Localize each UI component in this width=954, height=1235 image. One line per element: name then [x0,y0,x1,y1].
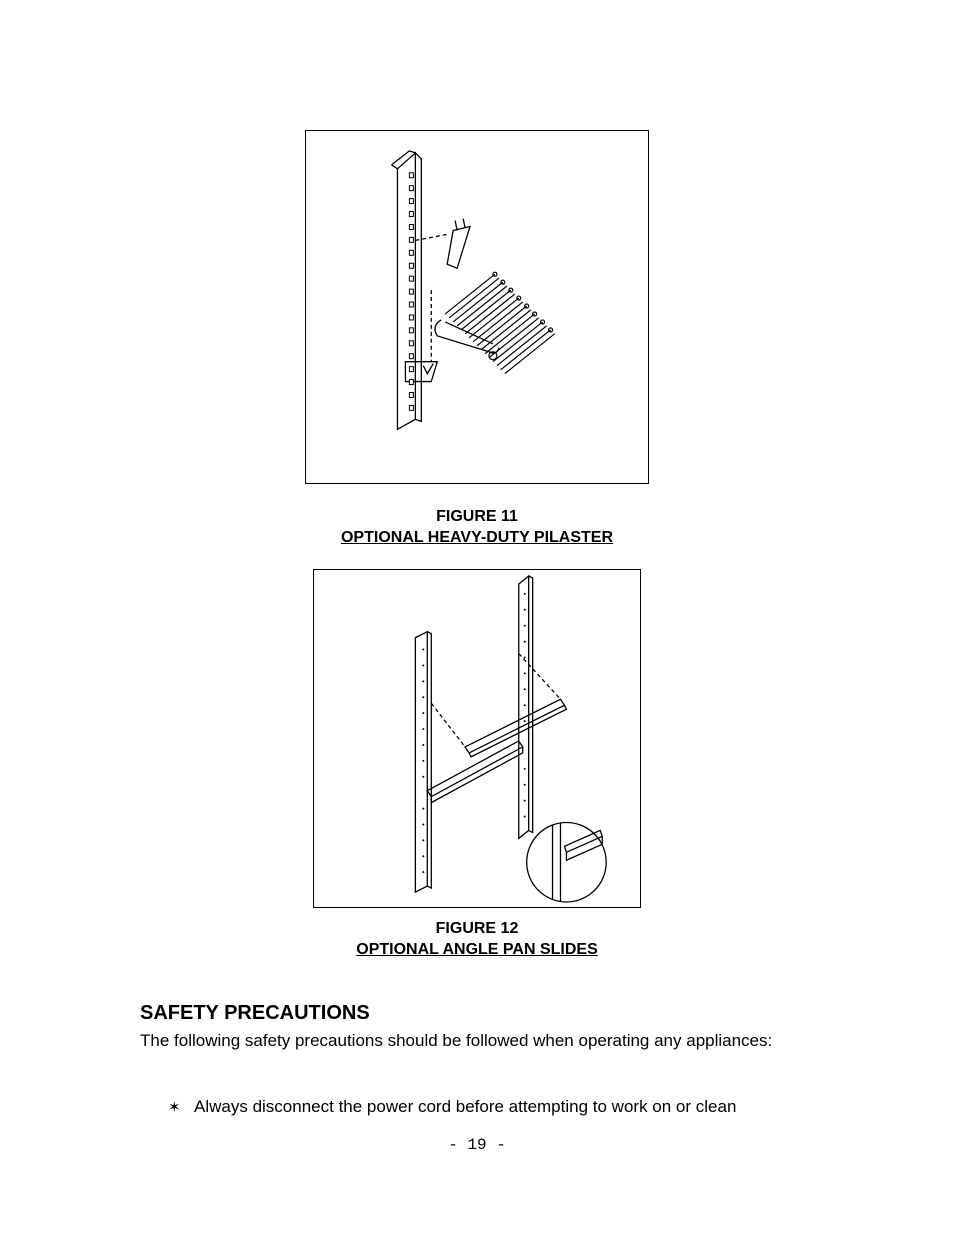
figure-12-title: OPTIONAL ANGLE PAN SLIDES [356,941,598,958]
left-upright [415,632,427,892]
figure-12-illustration [313,569,641,908]
page-number: - 19 - [448,1136,506,1154]
safety-bullet-text: Always disconnect the power cord before attempting to work on or clean [194,1097,737,1116]
upper-bracket [447,226,470,268]
figure-12-caption [0,918,954,960]
figure-11-label: FIGURE 11 [436,508,518,525]
pan-slides-drawing [314,570,640,907]
figure-11-title: OPTIONAL HEAVY-DUTY PILASTER [340,529,614,546]
figure-11-illustration [305,130,649,484]
upper-pan-slide [465,699,564,753]
safety-bullet-item [168,1096,736,1119]
figure-11-caption [0,506,954,548]
safety-intro-paragraph: The following safety precautions should be followed when operating any appliances: [140,1031,773,1050]
star-bullet-icon: ✶ [168,1099,181,1116]
figure-12-label: FIGURE 12 [435,920,519,937]
safety-heading: SAFETY PRECAUTIONS [140,1002,370,1024]
pilaster-drawing [306,131,648,483]
detail-callout [527,822,607,902]
right-upright [519,576,529,838]
